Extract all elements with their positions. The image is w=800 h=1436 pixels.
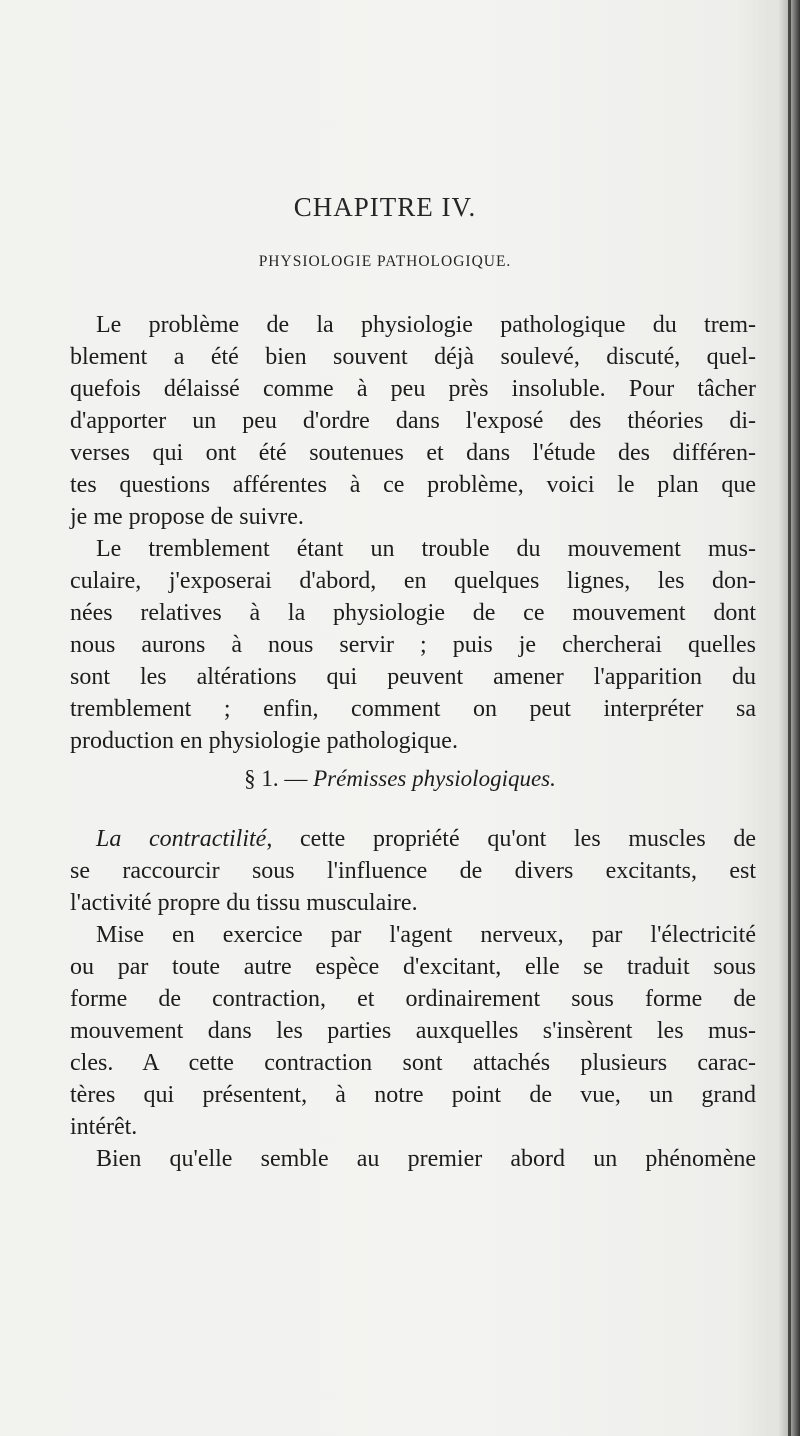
paragraph-line: nous aurons à nous servir ; puis je chercherai quelles (70, 632, 756, 658)
paragraph-line: intérêt. (70, 1114, 138, 1140)
paragraph-line: verses qui ont été soutenues et dans l'étude des différen- (70, 440, 756, 466)
paragraph-line: d'apporter un peu d'ordre dans l'exposé des théories di- (70, 408, 756, 434)
section-label: § 1. — (244, 766, 308, 791)
paragraph-line: forme de contraction, et ordinairement sous forme de (70, 986, 756, 1012)
paragraph-line: quefois délaissé comme à peu près insoluble. Pour tâcher (70, 376, 756, 402)
paragraph-line: mouvement dans les parties auxquelles s'insèrent les mus- (70, 1018, 756, 1044)
paragraph-line: culaire, j'exposerai d'abord, en quelques lignes, les don- (70, 568, 756, 594)
paragraph-line: ou par toute autre espèce d'excitant, elle se traduit sous (70, 954, 756, 980)
section-heading (0, 766, 800, 792)
paragraph-line: Mise en exercice par l'agent nerveux, par l'électricité (96, 922, 756, 948)
chapter-subtitle: PHYSIOLOGIE PATHOLOGIQUE. (258, 253, 512, 270)
paragraph-line: nées relatives à la physiologie de ce mouvement dont (70, 600, 756, 626)
italic-term: La contractilité (96, 826, 267, 852)
paragraph-line: blement a été bien souvent déjà soulevé, discuté, quel- (70, 344, 756, 370)
paragraph-line: Bien qu'elle semble au premier abord un phénomène (96, 1146, 756, 1172)
paragraph-line: Le problème de la physiologie pathologique du trem- (96, 312, 756, 338)
paragraph-line: je me propose de suivre. (70, 504, 304, 530)
paragraph-line: production en physiologie pathologique. (70, 728, 458, 754)
paragraph-line: tes questions afférentes à ce problème, voici le plan que (70, 472, 756, 498)
paragraph-line: se raccourcir sous l'influence de divers excitants, est (70, 858, 756, 884)
paragraph-line (96, 824, 756, 854)
paragraph-line: tremblement ; enfin, comment on peut interpréter sa (70, 696, 756, 722)
paragraph-line: l'activité propre du tissu musculaire. (70, 890, 418, 916)
chapter-title: CHAPITRE IV. (293, 192, 477, 222)
page-edge-line (788, 0, 791, 1436)
section-title: Prémisses physiologiques. (313, 766, 556, 791)
paragraph-line: Le tremblement étant un trouble du mouvement mus- (96, 536, 756, 562)
paragraph-line: cles. A cette contraction sont attachés plusieurs carac- (70, 1050, 756, 1076)
line-text: , cette propriété qu'ont les muscles de (266, 826, 756, 852)
paragraph-line: sont les altérations qui peuvent amener l'apparition du (70, 664, 756, 690)
paragraph-line: tères qui présentent, à notre point de vue, un grand (70, 1082, 756, 1108)
